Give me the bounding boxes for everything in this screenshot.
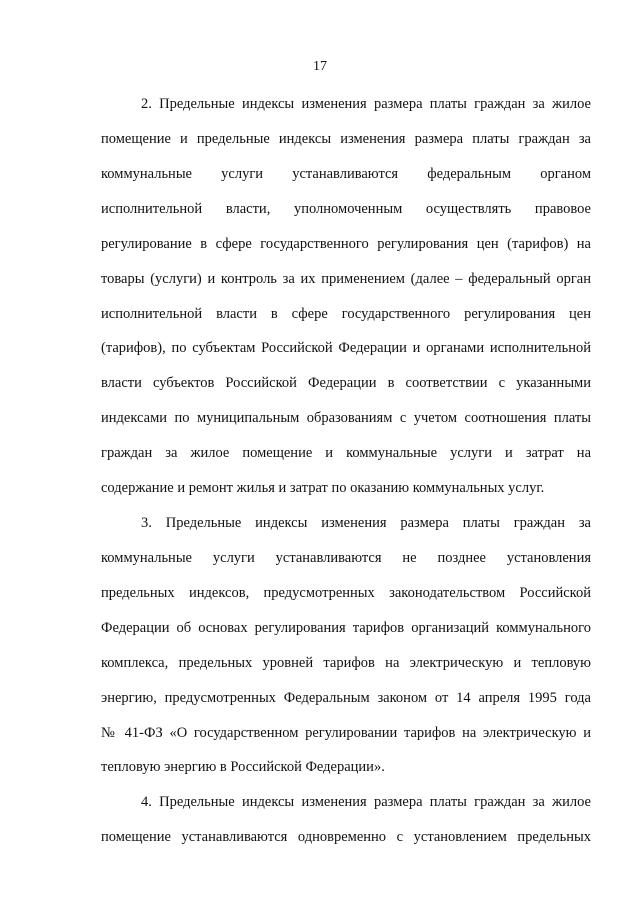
paragraph-3-line-8: тепловую энергию в Российской Федерации». [101,759,385,775]
paragraph-3-line-4: Федерации об основах регулирования тарифов организаций коммунального [101,620,591,636]
paragraph-3-line-3: предельных индексов, предусмотренных законодательством Российской [101,585,591,601]
paragraph-2-line-10: индексами по муниципальным образованиям с учетом соотношения платы [101,410,591,426]
paragraph-3-line-6: энергию, предусмотренных Федеральным законом от 14 апреля 1995 года [101,690,591,706]
paragraph-4-line-2: помещение устанавливаются одновременно с установлением предельных [101,829,591,845]
paragraph-2-line-3: коммунальные услуги устанавливаются федеральным органом [101,166,591,182]
paragraph-2-line-4: исполнительной власти, уполномоченным осуществлять правовое [101,201,591,217]
paragraph-2-line-11: граждан за жилое помещение и коммунальные услуги и затрат на [101,445,591,461]
paragraph-3-line-1: 3. Предельные индексы изменения размера платы граждан за [141,515,591,531]
paragraph-2-line-9: власти субъектов Российской Федерации в соответствии с указанными [101,375,591,391]
paragraph-2-line-12: содержание и ремонт жилья и затрат по оказанию коммунальных услуг. [101,480,545,496]
paragraph-3-line-5: комплекса, предельных уровней тарифов на электрическую и тепловую [101,655,591,671]
paragraph-2-line-2: помещение и предельные индексы изменения размера платы граждан за [101,131,591,147]
paragraph-2-line-6: товары (услуги) и контроль за их применением (далее – федеральный орган [101,271,591,287]
paragraph-2-line-8: (тарифов), по субъектам Российской Федерации и органами исполнительной [101,340,591,356]
paragraph-2-line-1: 2. Предельные индексы изменения размера платы граждан за жилое [141,96,591,112]
paragraph-4-line-1: 4. Предельные индексы изменения размера платы граждан за жилое [141,794,591,810]
paragraph-2-line-7: исполнительной власти в сфере государственного регулирования цен [101,306,591,322]
paragraph-3-line-2: коммунальные услуги устанавливаются не позднее установления [101,550,591,566]
page-number: 17 [313,59,327,74]
paragraph-2-line-5: регулирование в сфере государственного регулирования цен (тарифов) на [101,236,591,252]
paragraph-3-line-7: № 41-ФЗ «О государственном регулировании тарифов на электрическую и [101,725,591,741]
